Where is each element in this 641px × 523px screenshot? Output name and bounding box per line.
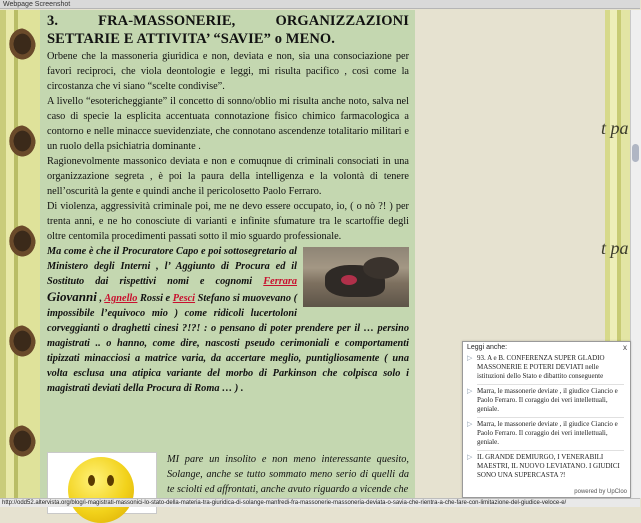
decor-script: t pa: [601, 118, 629, 138]
widget-item[interactable]: [467, 354, 624, 381]
decor-curl: [2, 225, 36, 265]
widget-item-text[interactable]: IL GRANDE DEMIURGO, I VENERABILI MAESTRI, IL NUOVO LEVIATANO. I GIUDICI SONO UNA SUPERCASTA ?!: [477, 453, 620, 479]
paragraph: A livello “esotericheggiante” il concetto di sonno/oblio mi risulta anche noto, salva nel caso di specie la esplicita accentuata connotazione fisico chimico farmacologica a contorno e nelle minacce suevidenziate, che connotano ascendenze totalitario militari e un ruolo della psichiatria dominante .: [47, 96, 409, 152]
given-name: Stefano si: [197, 293, 240, 304]
paragraph: MI pare un insolito e non meno interessante quesito, Solange, anche se tutto sommato meno serio di quelli da te sciolti ed affrontati, anche avuto riguardo a vicende che: [167, 454, 409, 495]
divider: [477, 417, 624, 418]
close-icon[interactable]: x: [623, 343, 627, 352]
decor-curl: [2, 425, 36, 465]
link-agnello[interactable]: Agnello: [104, 293, 138, 304]
triangle-right-icon: ▷: [467, 420, 473, 428]
related-posts-widget: [462, 341, 631, 498]
article-photo: [303, 247, 409, 307]
divider: [477, 384, 624, 385]
separator: e: [162, 293, 173, 304]
paragraph-text: muovevano ( impossibile l’equivoco mio ) come ridicoli lucertoloni corveggianti o draghetti cinesi ?!?! : o pensano di poter prendere per il … persino magistrati .. o hanno, come dire, nascosti pseudo cerimoniali e comportamenti tipizzati minacciosi a matrice varia, da accertare meglio, puntigliosamente ( una volta esclusa una atipica variante del morbo di Parkinson che colpisca solo i magistrati deviati della Procura di Roma … ) .: [47, 293, 409, 394]
widget-item[interactable]: [467, 387, 624, 414]
widget-item[interactable]: [467, 420, 624, 447]
article-title: 3. FRA-MASSONERIE, ORGANIZZAZIONI SETTARIE E ATTIVITA’ “SAVIE” o MENO.: [47, 13, 409, 47]
widget-item-text[interactable]: Marra, le massonerie deviate , il giudice Ciancio e Paolo Ferraro. Il coraggio dei veri intellettuali, geniale.: [477, 420, 618, 446]
triangle-right-icon: ▷: [467, 453, 473, 461]
window-title: Webpage Screenshot: [3, 1, 71, 8]
vertical-scrollbar[interactable]: [630, 10, 641, 498]
link-ferrara[interactable]: Ferrara: [263, 276, 298, 287]
paragraph-text: Ma come è che il Procuratore Capo e poi sottosegretario al Ministero degli Interni , l’ Aggiunto di Procura ed il Sostituto dai rispettivi nomi e cognomi: [47, 246, 297, 287]
decor-curl: [2, 28, 36, 68]
divider: [477, 450, 624, 451]
photo-subject: [363, 257, 399, 279]
article-body: [40, 10, 415, 498]
smiley-eye: [88, 475, 95, 486]
widget-item[interactable]: [467, 453, 624, 480]
paragraph: Orbene che la massoneria giuridica e non, deviata e non, sia una consociazione per favori reciproci, che viola deontologie e leggi, mi risulta pacifico , così come la circostanza che vi siano “scelte condivise”.: [47, 51, 409, 92]
article-content: [47, 12, 409, 396]
paragraph: Di violenza, aggressività criminale poi, me ne devo essere occupato, io, ( o nò ?! ) per trenta anni, e ne ho conosciute di varianti e infinite sfumature tra le scartoffie degli oltre centomila procedimenti passati sotto il mio sguardo professionale.: [47, 201, 409, 242]
smiley-eye: [107, 475, 114, 486]
decor-curl: [2, 325, 36, 365]
decor-curl: [2, 125, 36, 165]
triangle-right-icon: ▷: [467, 354, 473, 362]
photo-detail: [341, 275, 357, 285]
link-pesci[interactable]: Pesci: [172, 293, 196, 304]
widget-item-text[interactable]: Marra, le massonerie deviate , il giudice Ciancio e Paolo Ferraro. Il coraggio dei veri intellettuali, geniale.: [477, 387, 618, 413]
window-title-bar: [0, 0, 640, 9]
given-name: Rossi: [140, 293, 163, 304]
triangle-right-icon: ▷: [467, 387, 473, 395]
paragraph: Ragionevolmente massonico deviata e non e comuqnue di criminali consociati in una organizzazione segreta , è poi la paura della intelligenza e la volontà di tenere nell’oscurità la gente e quindi anche il pericolosetto Paolo Ferraro.: [47, 156, 409, 197]
widget-item-text[interactable]: 93. A e B. CONFERENZA SUPER GLADIO MASSONERIE E POTERI DEVIATI nelle istituzioni dello Stato e dibattito conseguente: [477, 354, 605, 380]
scrollbar-thumb[interactable]: [632, 144, 639, 162]
left-decorative-border: [0, 10, 40, 498]
widget-powered-by[interactable]: powered by UpCloo: [574, 489, 627, 495]
status-bar-url: http://odd52.altervista.org/blog/i-magistrati-massonici-lo-stato-della-materia-tra-giuridica-di-solange-manfredi-fra-massonerie-massoneria-deviata-o-savia-che-rientra-a-che-fare-con-limitazione-del-giudice-veloce-e/: [0, 498, 640, 507]
given-name: Giovanni: [47, 289, 97, 304]
widget-header: Leggi anche:: [467, 344, 508, 351]
decor-script: t pa: [601, 238, 629, 258]
smiley-face-icon: [68, 457, 134, 523]
separator: ,: [96, 293, 105, 304]
